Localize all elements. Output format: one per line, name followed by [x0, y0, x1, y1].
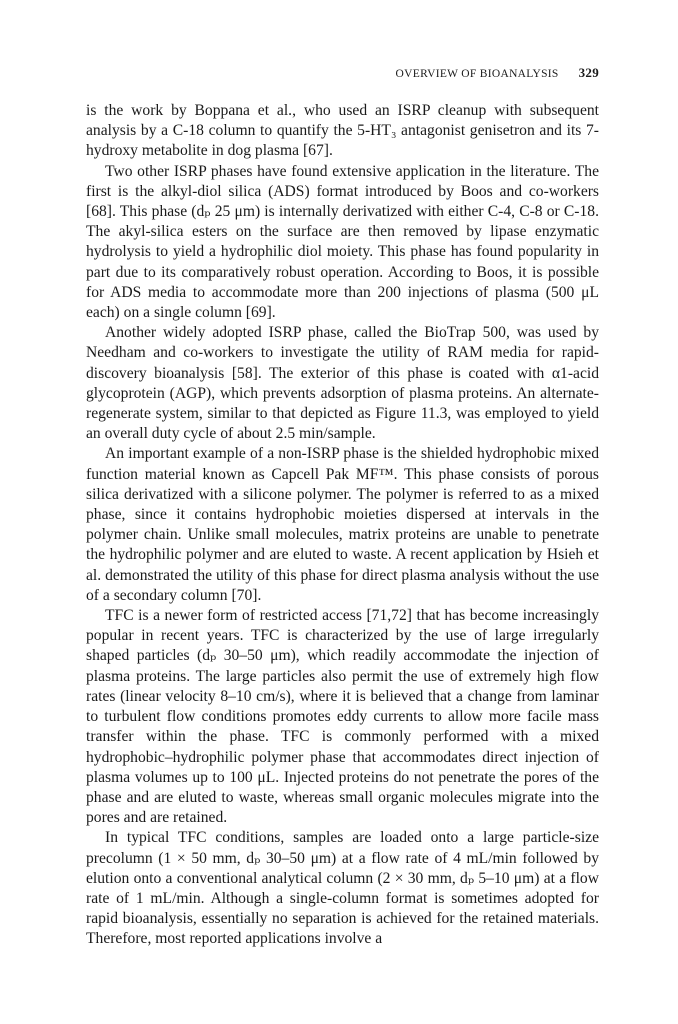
paragraph-2: Two other ISRP phases have found extensive application in the literature. The first is the alkyl-diol silica (ADS) format introduced by Boos and co-workers [68]. This phase (dₚ 25 μm) is internally derivatized with either C-4, C-8 or C-18. The akyl-silica esters on the surface are then removed by lipase enzymatic hydrolysis to yield a hydrophilic diol moiety. This phase has found popularity in part due to its comparatively robust operation. According to Boos, it is possible for ADS media to accommodate more than 200 injections of plasma (500 μL each) on a single column [69]. — [86, 162, 599, 322]
page-number: 329 — [578, 65, 599, 80]
paragraph-3: Another widely adopted ISRP phase, called the BioTrap 500, was used by Needham and co-workers to investigate the utility of RAM media for rapid-discovery bioanalysis [58]. The exterior of this phase is coated with α1-acid glycoprotein (AGP), which prevents adsorption of plasma proteins. An alternate-regenerate system, similar to that depicted as Figure 11.3, was employed to yield an overall duty cycle of about 2.5 min/sample. — [86, 324, 599, 443]
running-head — [86, 66, 599, 81]
paragraph-6: In typical TFC conditions, samples are loaded onto a large particle-size precolumn (1 × 50 mm, dₚ 30–50 μm) at a flow rate of 4 mL/min followed by elution onto a conventional analytical column (2 × 30 mm, dₚ 5–10 μm) at a flow rate of 1 mL/min. Although a single-column format is sometimes adopted for rapid bioanalysis, essentially no separation is achieved for the retained materials. Therefore, most reported applications involve a — [86, 829, 599, 948]
paragraph-4: An important example of a non-ISRP phase is the shielded hydrophobic mixed function material known as Capcell Pak MF™. This phase consists of porous silica derivatized with a silicone polymer. The polymer is referred to as a mixed phase, since it contains hydrophobic moieties dispersed at intervals in the polymer chain. Unlike small molecules, matrix proteins are unable to penetrate the hydrophilic polymer and are eluted to waste. A recent application by Hsieh et al. demonstrated the utility of this phase for direct plasma analysis without the use of a secondary column [70]. — [86, 445, 599, 604]
running-title: OVERVIEW OF BIOANALYSIS — [395, 68, 559, 80]
body-text — [86, 101, 599, 950]
paragraph-5: TFC is a newer form of restricted access [71,72] that has become increasingly popular in recent years. TFC is characterized by the use of large irregularly shaped particles (dₚ 30–50 μm), which readily accommodate the injection of plasma proteins. The large particles also permit the use of extremely high flow rates (linear velocity 8–10 cm/s), where it is believed that a change from laminar to turbulent flow conditions promotes eddy currents to allow more facile mass transfer within the phase. TFC is commonly performed with a mixed hydrophobic–hydrophilic polymer phase that accommodates direct injection of plasma volumes up to 100 μL. Injected proteins do not penetrate the pores of the phase and are eluted to waste, whereas small organic molecules migrate into the pores and are retained. — [86, 607, 599, 827]
paragraph-1: is the work by Boppana et al., who used an ISRP cleanup with subsequent analysis by a C-18 column to quantify the 5-HT₃ antagonist genisetron and its 7-hydroxy metabolite in dog plasma [67]. — [86, 102, 599, 160]
